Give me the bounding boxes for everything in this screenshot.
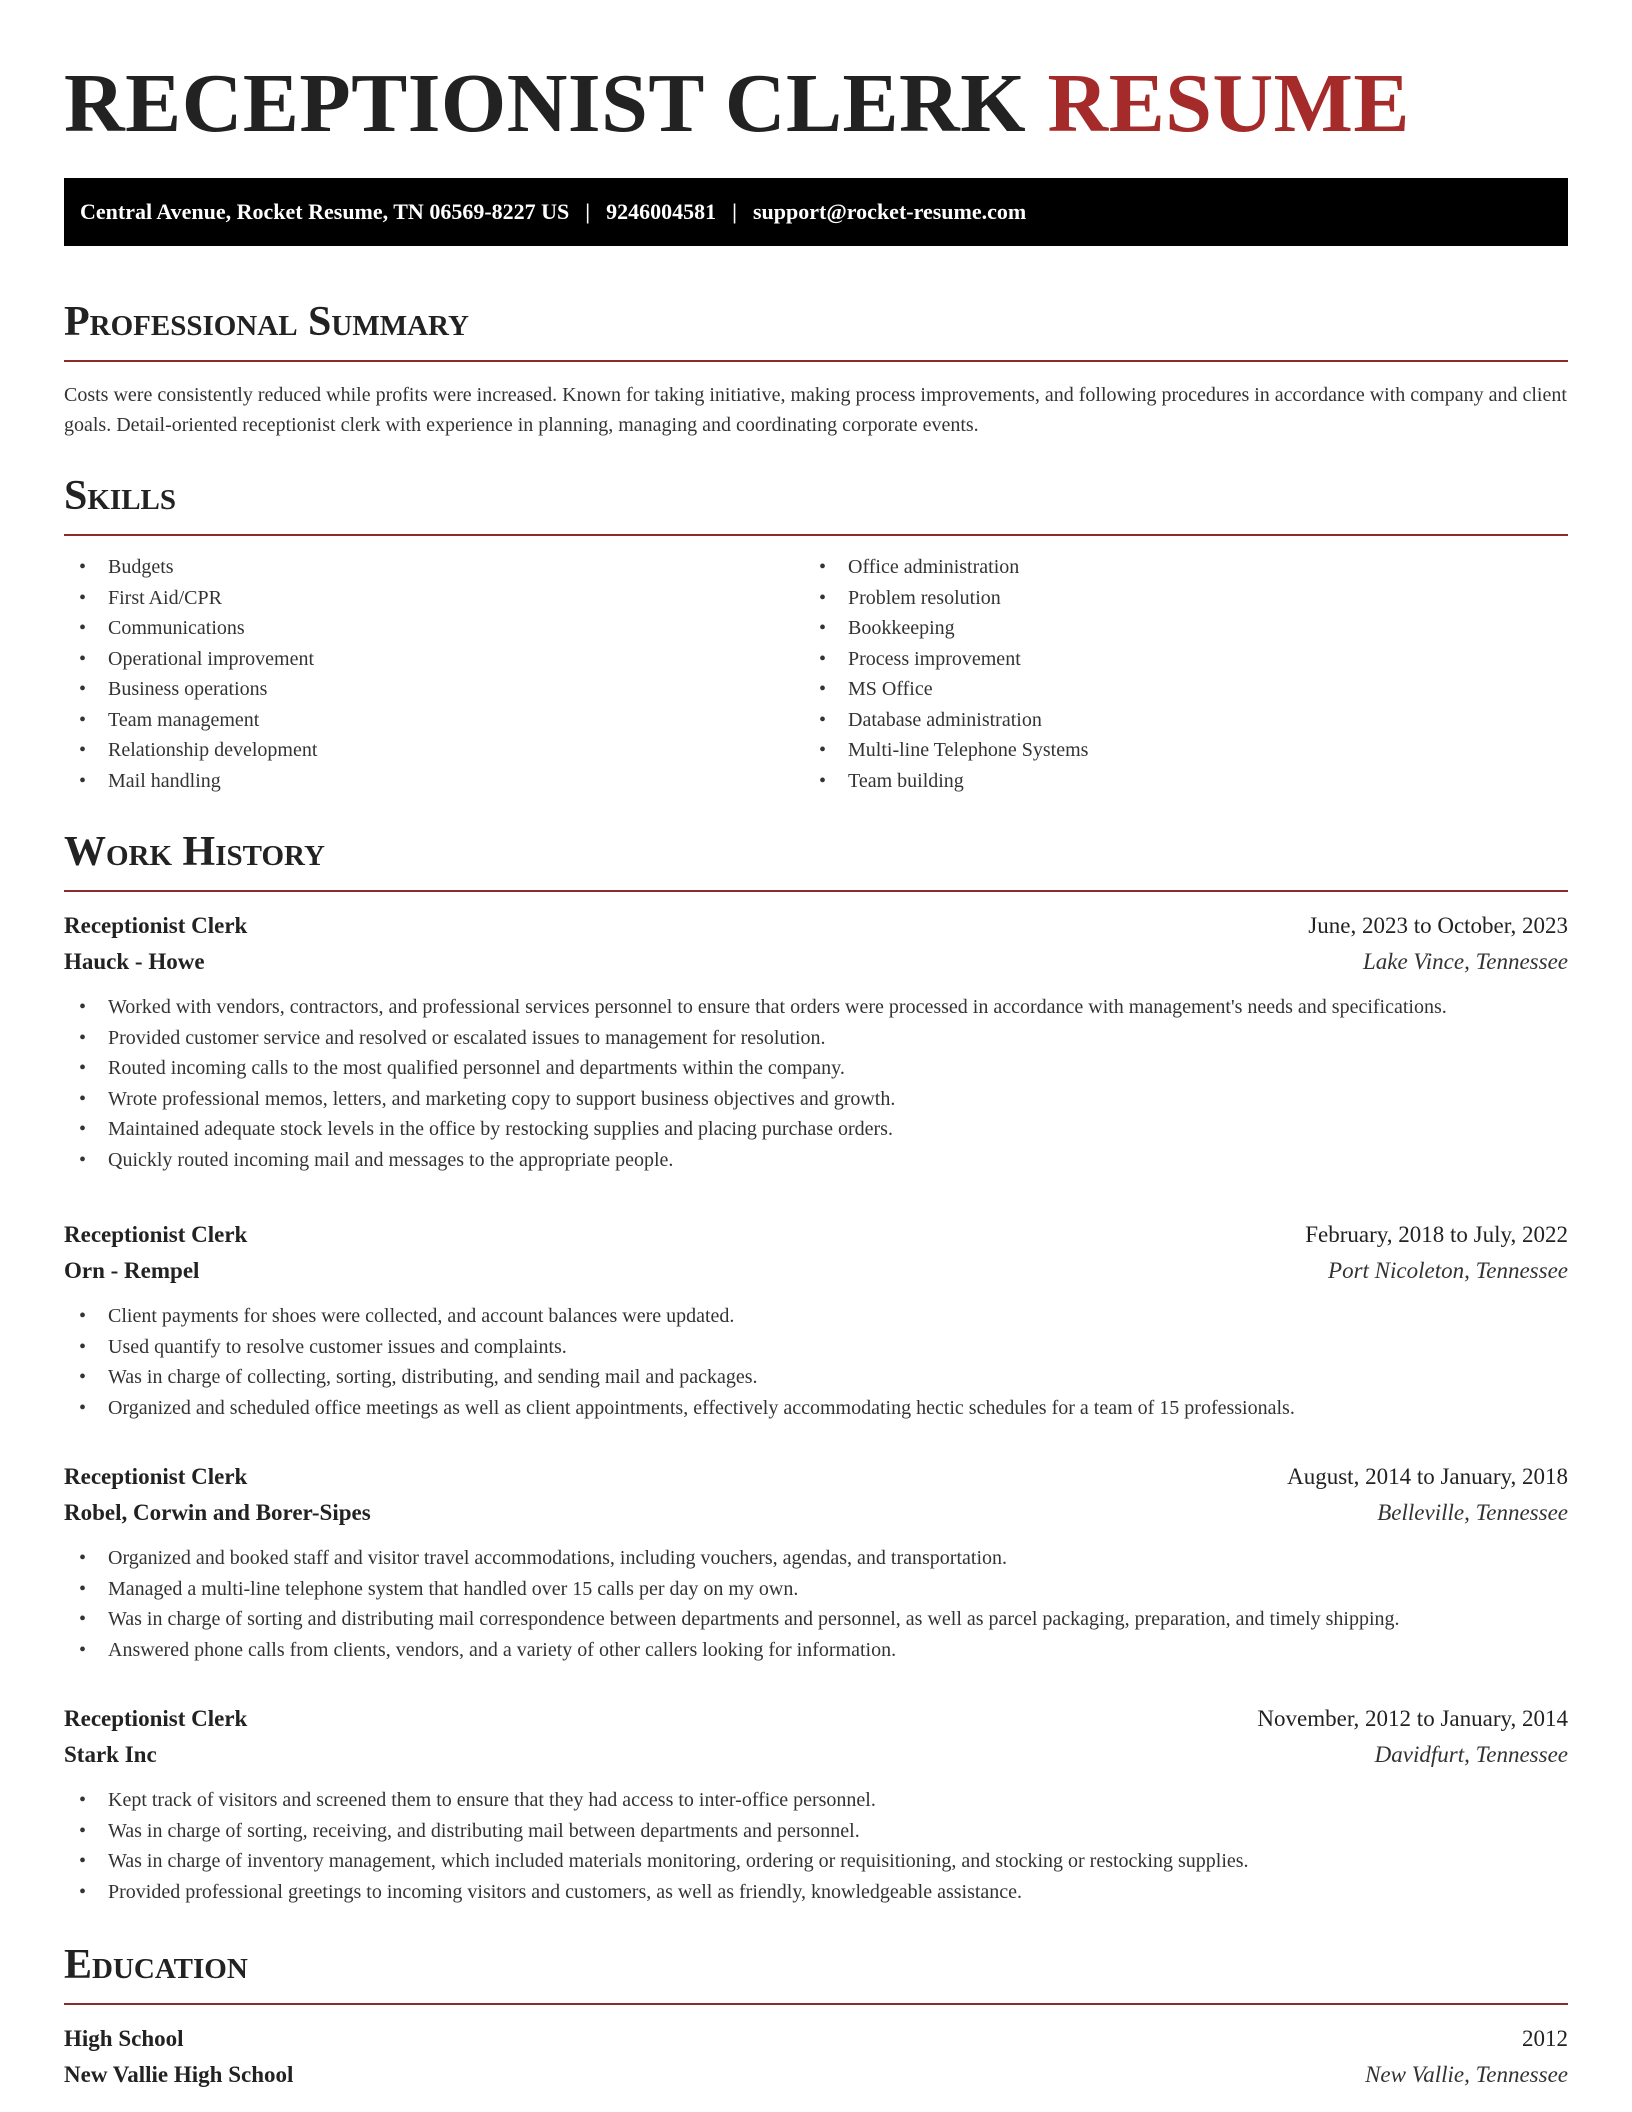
job-entry [64, 1459, 1568, 1665]
job-duty: • Client payments for shoes were collected, and account balances were updated. [64, 1301, 1568, 1332]
skills-columns [64, 552, 1568, 796]
job-title: Receptionist Clerk [64, 1706, 248, 1731]
education-year: 2012 [1522, 2026, 1568, 2051]
job-duty: • Worked with vendors, contractors, and professional services personnel to ensure that orders were processed in accordance with management's needs and specifications. [64, 992, 1568, 1023]
contact-bar [64, 178, 1568, 246]
job-duty: • Was in charge of sorting, receiving, and distributing mail between departments and personnel. [64, 1816, 1568, 1847]
job-location: Port Nicoleton, Tennessee [1328, 1258, 1568, 1283]
job-entry [64, 1701, 1568, 1907]
job-company-row [64, 1253, 1568, 1289]
job-entry [64, 908, 1568, 1175]
skills-heading: Skills [64, 473, 177, 519]
job-duties [64, 1785, 1568, 1907]
resume-title [64, 0, 1568, 152]
job-duties [64, 1543, 1568, 1665]
job-duty: • Maintained adequate stock levels in the office by restocking supplies and placing purchase orders. [64, 1114, 1568, 1145]
job-duty: • Provided customer service and resolved or escalated issues to management for resolution. [64, 1023, 1568, 1054]
job-title-row [64, 1217, 1568, 1253]
job-duty: • Was in charge of collecting, sorting, distributing, and sending mail and packages. [64, 1362, 1568, 1393]
job-company: Stark Inc [64, 1742, 157, 1767]
job-duty: • Organized and booked staff and visitor travel accommodations, including vouchers, agendas, and transportation. [64, 1543, 1568, 1574]
job-entry [64, 1217, 1568, 1423]
job-duty: • Used quantify to resolve customer issues and complaints. [64, 1332, 1568, 1363]
job-duty: • Wrote professional memos, letters, and marketing copy to support business objectives and growth. [64, 1084, 1568, 1115]
skill-item: • Relationship development [64, 735, 804, 766]
education-entry [64, 2021, 1568, 2093]
job-location: Belleville, Tennessee [1377, 1500, 1568, 1525]
skills-list-right [804, 552, 1544, 796]
section-divider [64, 534, 1568, 536]
job-title: Receptionist Clerk [64, 1222, 248, 1247]
job-dates: February, 2018 to July, 2022 [1305, 1222, 1568, 1247]
title-accent: RESUME [1047, 57, 1410, 150]
summary-heading: Professional Summary [64, 299, 469, 345]
education-degree-row [64, 2021, 1568, 2057]
skill-item: • Operational improvement [64, 644, 804, 675]
contact-email: support@rocket-resume.com [752, 199, 1027, 224]
skills-list-left [64, 552, 804, 796]
work-history-section [64, 824, 1568, 1907]
contact-separator: | [585, 199, 591, 224]
skill-item: • Team management [64, 705, 804, 736]
job-title-row [64, 1701, 1568, 1737]
job-location: Davidfurt, Tennessee [1374, 1742, 1568, 1767]
job-title: Receptionist Clerk [64, 913, 248, 938]
contact-phone: 9246004581 [606, 199, 717, 224]
education-school-row [64, 2057, 1568, 2093]
skills-section [64, 468, 1568, 796]
job-dates: November, 2012 to January, 2014 [1257, 1706, 1568, 1731]
job-company: Robel, Corwin and Borer-Sipes [64, 1500, 371, 1525]
education-heading: Education [64, 1942, 248, 1988]
skill-item: • Database administration [804, 705, 1544, 736]
job-duty: • Was in charge of sorting and distributing mail correspondence between departments and personnel, as well as parcel packaging, preparation, and timely shipping. [64, 1604, 1568, 1635]
education-degree: High School [64, 2026, 184, 2051]
section-divider [64, 890, 1568, 892]
summary-text: Costs were consistently reduced while profits were increased. Known for taking initiative, making process improvements, and following procedures in accordance with company and client goals. Detail-oriented receptionist clerk with experience in planning, managing and coordinating corporate events. [64, 384, 1567, 436]
skill-item: • MS Office [804, 674, 1544, 705]
job-duty: • Organized and scheduled office meetings as well as client appointments, effectively accommodating hectic schedules for a team of 15 professionals. [64, 1393, 1568, 1424]
education-school: New Vallie High School [64, 2062, 294, 2087]
job-company: Orn - Rempel [64, 1258, 200, 1283]
job-location: Lake Vince, Tennessee [1362, 949, 1568, 974]
skill-item: • First Aid/CPR [64, 583, 804, 614]
skill-item: • Office administration [804, 552, 1544, 583]
job-title-row [64, 1459, 1568, 1495]
education-section [64, 1937, 1568, 2093]
job-title-row [64, 908, 1568, 944]
job-dates: June, 2023 to October, 2023 [1308, 913, 1568, 938]
job-duty: • Managed a multi-line telephone system that handled over 15 calls per day on my own. [64, 1574, 1568, 1605]
job-duty: • Quickly routed incoming mail and messages to the appropriate people. [64, 1145, 1568, 1176]
skill-item: • Process improvement [804, 644, 1544, 675]
skill-item: • Budgets [64, 552, 804, 583]
job-company-row [64, 944, 1568, 980]
job-duties [64, 1301, 1568, 1423]
contact-address: Central Avenue, Rocket Resume, TN 06569-8227 US [80, 199, 570, 224]
title-main: RECEPTIONIST CLERK [64, 57, 1027, 150]
job-company: Hauck - Howe [64, 949, 205, 974]
job-duty: • Routed incoming calls to the most qualified personnel and departments within the company. [64, 1053, 1568, 1084]
job-title: Receptionist Clerk [64, 1464, 248, 1489]
job-duty: • Was in charge of inventory management, which included materials monitoring, ordering or requisitioning, and stocking or restocking supplies. [64, 1846, 1568, 1877]
job-company-row [64, 1737, 1568, 1773]
job-company-row [64, 1495, 1568, 1531]
education-location: New Vallie, Tennessee [1365, 2062, 1568, 2087]
summary-section [64, 294, 1568, 440]
job-duties [64, 992, 1568, 1175]
job-duty: • Kept track of visitors and screened them to ensure that they had access to inter-office personnel. [64, 1785, 1568, 1816]
job-dates: August, 2014 to January, 2018 [1287, 1464, 1568, 1489]
skill-item: • Multi-line Telephone Systems [804, 735, 1544, 766]
skill-item: • Business operations [64, 674, 804, 705]
skill-item: • Bookkeeping [804, 613, 1544, 644]
job-duty: • Answered phone calls from clients, vendors, and a variety of other callers looking for information. [64, 1635, 1568, 1666]
work-history-heading: Work History [64, 829, 325, 875]
skill-item: • Mail handling [64, 766, 804, 797]
section-divider [64, 360, 1568, 362]
skill-item: • Communications [64, 613, 804, 644]
contact-separator: | [732, 199, 737, 224]
skill-item: • Team building [804, 766, 1544, 797]
section-divider [64, 2003, 1568, 2005]
job-duty: • Provided professional greetings to incoming visitors and customers, as well as friendly, knowledgeable assistance. [64, 1877, 1568, 1908]
skill-item: • Problem resolution [804, 583, 1544, 614]
